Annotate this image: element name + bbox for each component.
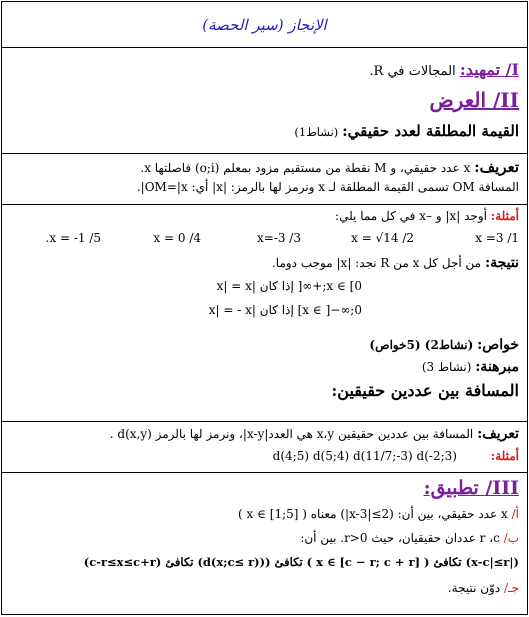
- ex1-text: أوجد |x| و –x في كل مما يلي:: [335, 209, 487, 223]
- header-title: الإنجاز (سير الحصة): [202, 15, 327, 34]
- def1-text2: المسافة OM تسمى القيمة المطلقة لـ x ونرمز لها بالرمز: |x| أي: OM=|x|.: [136, 180, 519, 194]
- distance-section: [2, 422, 527, 473]
- app-c-text: دوّن نتيجة.: [447, 581, 501, 595]
- abs-activity: (نشاط1): [294, 125, 339, 139]
- def1-line1: [140, 158, 519, 176]
- dist-def-line: [110, 426, 519, 442]
- ex1-item-4: x = 0 /4: [153, 231, 201, 245]
- ard-heading: II/ العرض: [429, 88, 519, 112]
- intro-section: [2, 48, 527, 154]
- app-b-label: ب/: [503, 531, 519, 545]
- app-a-text: x عدد حقيقي، بين أن: (2≥|x-3|) معناه ( x ∈ [1;5] ): [237, 507, 508, 521]
- dist-ex-text: d(4;5) d(5;4) d(11/7;-3) d(-2;3): [272, 449, 457, 463]
- app-b-text: r ،c عددان حقيقيان، حيث r>0. بين أن:: [300, 531, 500, 545]
- props-label: خواص:: [477, 337, 519, 353]
- proof-label: مبرهنة:: [475, 359, 519, 375]
- tamhid-line: [369, 60, 519, 79]
- dist-def-text: المسافة بين عددين حقيقين x،y هي العدد|x-y|، ونرمز لها بالرمز d(x,y) .: [109, 427, 474, 441]
- ex1-item-2: x = √14 /2: [351, 231, 414, 245]
- lesson-page: [1, 1, 528, 615]
- props-line: [369, 337, 519, 353]
- ex1-line: [335, 209, 519, 223]
- ex1-item-1: x =3 /1: [475, 231, 519, 245]
- ex1-label: أمثلة:: [490, 209, 519, 223]
- tamhid-label: I/ تمهيد:: [459, 60, 519, 79]
- application-section: [2, 473, 527, 616]
- app-a-line: [238, 507, 519, 521]
- case-1: x ∈ [0;+∞[ إذا كان |x| = x: [216, 279, 362, 293]
- dist-ex-line: [273, 449, 519, 463]
- ex1-items: [14, 231, 519, 251]
- result-label: نتيجة:: [484, 255, 519, 271]
- app-title: III/ تطبيق:: [423, 477, 519, 499]
- definition-section: [2, 154, 527, 205]
- abs-title-line: [294, 122, 519, 140]
- app-a-label: أ/: [511, 507, 519, 521]
- app-c-line: [448, 581, 519, 595]
- case-2: x ∈ ]−∞;0] إذا كان |x| = - x: [208, 303, 362, 317]
- app-b-line: [300, 531, 519, 545]
- app-c-label: جـ/: [504, 581, 519, 595]
- props-text: (نشاط2) (5خواص): [369, 338, 474, 352]
- def1-text1: x عدد حقيقي، و M نقطة من مستقيم مزود بمعلم (o;i) فاصلتها x.: [140, 161, 471, 175]
- result-text: من أجل كل x من R نجد: |x| موجب دوما.: [271, 256, 482, 270]
- def1-label: تعريف:: [474, 158, 519, 176]
- abs-title: القيمة المطلقة لعدد حقيقي:: [342, 122, 519, 140]
- ex1-item-3: x=-3 /3: [256, 231, 301, 245]
- proof-text: (نشاط 3): [421, 360, 472, 374]
- app-b-formula: (|x-c|≤r) تكافئ ( x ∈ [c − r; c + r] ) تكافئ ((d(x;c≤ r)) تكافئ (c-r≤x≤c+r): [83, 555, 519, 569]
- dist-title: المسافة بين عددين حقيقين:: [331, 381, 519, 400]
- tamhid-text: المجالات في R.: [369, 64, 456, 79]
- examples-section: [2, 205, 527, 422]
- result-line: [272, 255, 519, 271]
- app-title-line: [424, 477, 519, 499]
- header-box: [2, 2, 527, 48]
- proof-line: [422, 359, 519, 375]
- ex1-item-5: .x = -1 /5: [45, 231, 101, 245]
- dist-def-label: تعريف:: [477, 426, 519, 442]
- dist-ex-label: أمثلة:: [490, 449, 519, 463]
